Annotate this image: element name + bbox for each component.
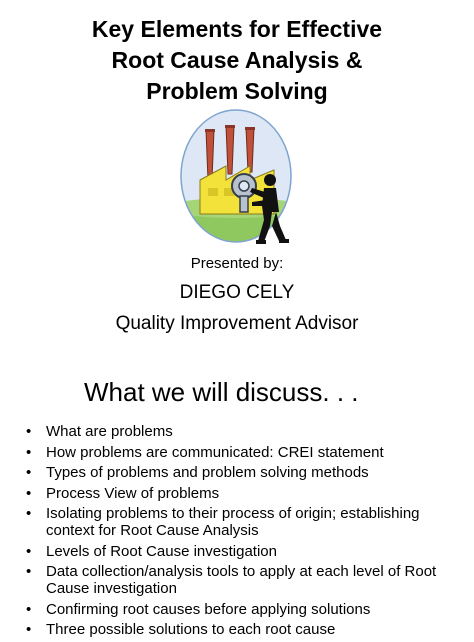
title-line-2: Root Cause Analysis & [111, 47, 363, 73]
presenter-role: Quality Improvement Advisor [115, 313, 359, 334]
discussion-list [24, 423, 464, 642]
list-item: • Three possible solutions to each root cause [24, 621, 464, 638]
list-item: • How problems are communicated: CREI statement [24, 444, 464, 461]
list-item: • Data collection/analysis tools to apply at each level of Root Cause investigation [24, 563, 464, 597]
list-item: • Types of problems and problem solving methods [24, 464, 464, 481]
list-item: • Confirming root causes before applying solutions [24, 601, 464, 618]
section-heading: What we will discuss. . . [84, 377, 359, 407]
page-title [0, 14, 474, 107]
presented-by-label: Presented by: [190, 255, 284, 272]
list-item: • Process View of problems [24, 485, 464, 502]
title-line-1: Key Elements for Effective [91, 16, 383, 42]
title-line-3: Problem Solving [146, 78, 328, 104]
list-item: • Levels of Root Cause investigation [24, 543, 464, 560]
factory-worker-turning-key-icon [178, 108, 298, 248]
list-item: • What are problems [24, 423, 464, 440]
presenter-name: DIEGO CELY [179, 282, 295, 303]
list-item: • Isolating problems to their process of origin; establishing context for Root Cause Analysis [24, 505, 464, 539]
